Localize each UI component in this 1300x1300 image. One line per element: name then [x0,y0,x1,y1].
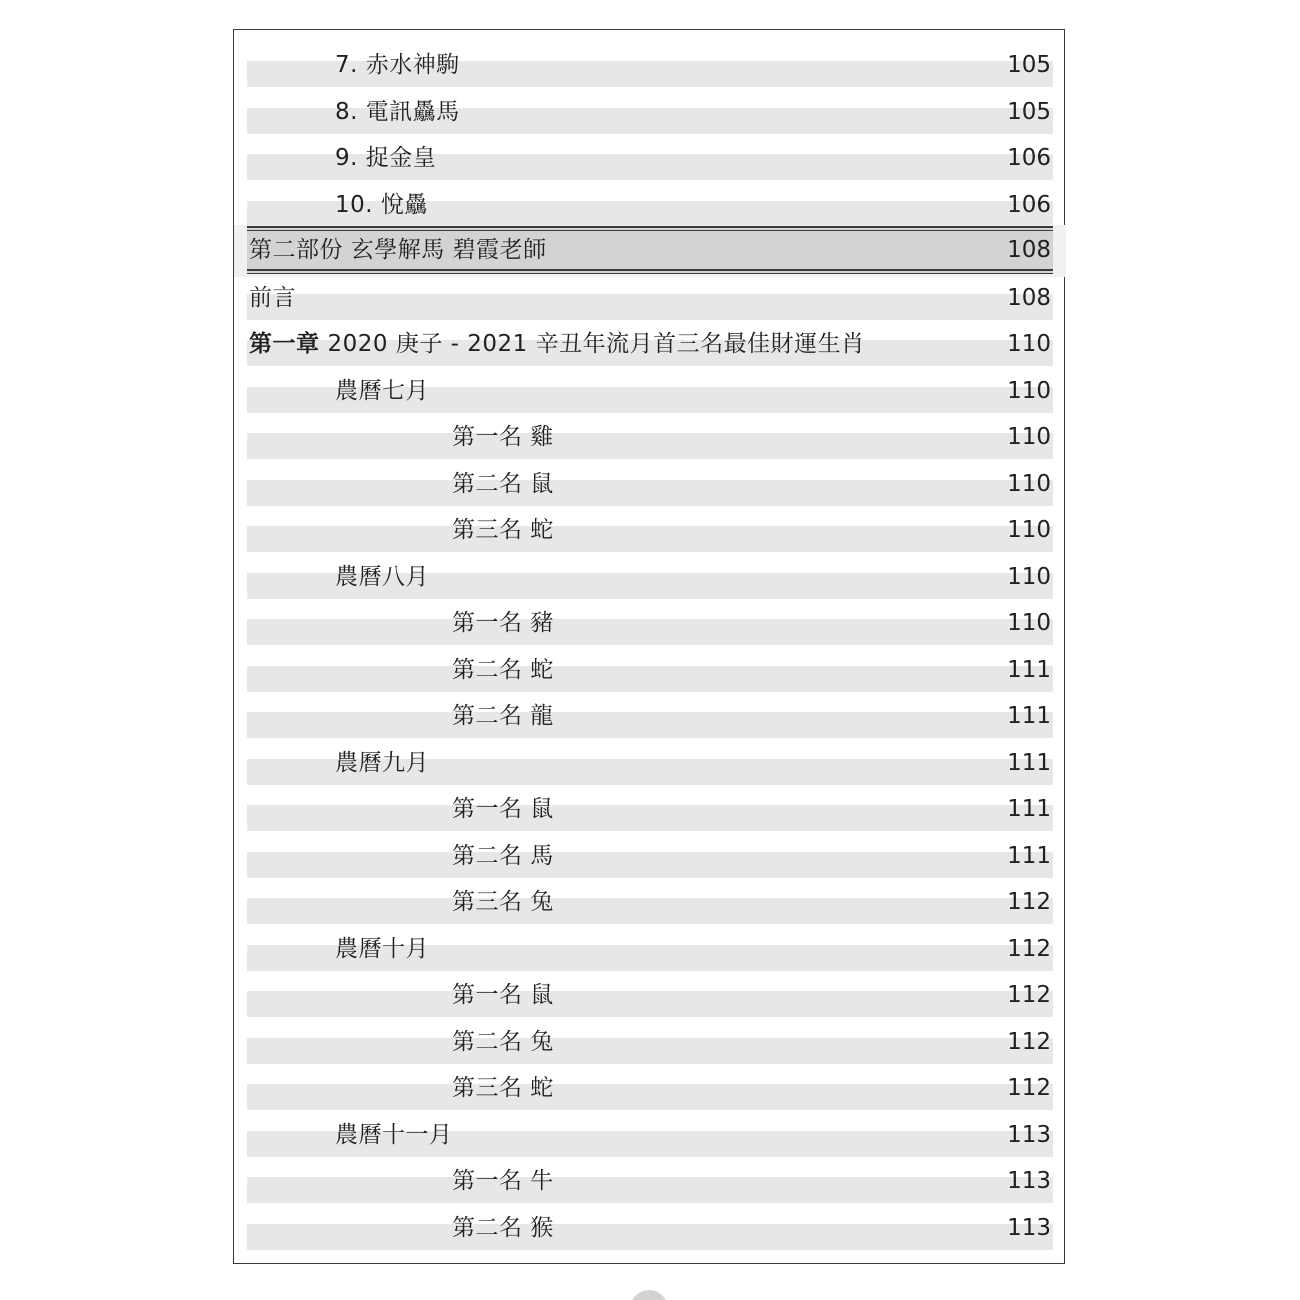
toc-entry[interactable] [247,599,1053,646]
toc-entry-title: 前言 [249,284,296,311]
toc-entry[interactable] [247,646,1053,693]
toc-entry-title: 第一名 豬 [452,610,554,636]
toc-page-number: 108 [1007,284,1051,311]
toc-entry-title: 第三名 蛇 [452,1075,554,1101]
toc-page-number: 112 [1007,889,1051,915]
toc-entry[interactable] [247,367,1053,414]
toc-page-number: 113 [1007,1214,1051,1241]
toc-entry-band [247,433,1053,459]
toc-entry-band [247,991,1053,1017]
toc-entry-band [247,1038,1053,1064]
toc-entry[interactable] [247,413,1053,460]
toc-entry[interactable] [247,1064,1053,1111]
toc-entry[interactable] [247,971,1053,1018]
toc-entry-band [247,526,1053,552]
toc-entry-title: 第二名 蛇 [452,656,554,683]
page-number-tab [630,1290,668,1300]
toc-page-number: 106 [1007,191,1051,218]
toc-page-number: 111 [1007,656,1051,683]
part-rule-top [247,226,1053,231]
toc-entry-title: 第二名 兔 [452,1028,554,1055]
toc-entry-band [247,1177,1053,1203]
toc-entry-band [247,294,1053,320]
toc-entry[interactable] [247,692,1053,739]
toc-entry-title: 第二部份 玄學解馬 碧霞老師 [249,237,547,263]
toc-entry-title: 農曆九月 [335,749,429,776]
toc-page-number: 113 [1007,1121,1051,1148]
toc-entry-title: 第三名 兔 [452,889,554,915]
toc-entry-title: 農曆七月 [335,377,429,404]
toc-entry-title: 第一名 鼠 [452,796,554,822]
toc-page-number: 110 [1007,424,1051,450]
toc-entry-title: 農曆十一月 [335,1121,453,1148]
chapter-title: 2020 庚子 - 2021 辛丑年流月首三名最佳財運生肖 [327,331,865,357]
toc-page-number: 112 [1007,935,1051,962]
toc-entry-band [247,619,1053,645]
toc-entry-band [247,480,1053,506]
toc-page-number: 112 [1007,1028,1051,1055]
toc-entry-title: 第一名 牛 [452,1168,554,1194]
toc-entry-band [247,1084,1053,1110]
toc-entry-title: 農曆八月 [335,563,429,590]
toc-part-heading[interactable] [247,227,1053,273]
toc-entry-title: 第一名 雞 [452,424,554,450]
toc-entry[interactable] [247,739,1053,786]
toc-entry-band [247,805,1053,831]
toc-entry[interactable] [247,134,1053,181]
toc-page-number: 112 [1007,1075,1051,1101]
toc-entry[interactable] [247,1157,1053,1204]
toc-entry[interactable] [247,320,1053,367]
toc-entry[interactable] [247,832,1053,879]
toc-page-number: 110 [1007,377,1051,404]
toc-entry[interactable] [247,785,1053,832]
toc-entry[interactable] [247,274,1053,321]
toc-entry[interactable] [247,460,1053,507]
toc-entry[interactable] [247,506,1053,553]
toc-page-number: 108 [1007,237,1051,263]
table-of-contents [234,30,1064,1263]
toc-page-number: 111 [1007,703,1051,729]
toc-page-number: 111 [1007,749,1051,776]
toc-entry-title: 第三名 蛇 [452,517,554,543]
toc-entry-title: 第一名 鼠 [452,982,554,1008]
toc-page-number: 105 [1007,98,1051,125]
toc-page-number: 111 [1007,842,1051,869]
toc-page-number: 110 [1007,563,1051,590]
toc-entry-band [247,1224,1053,1250]
toc-entry-band [247,898,1053,924]
toc-entry[interactable] [247,553,1053,600]
page-frame [233,29,1065,1264]
toc-page-number: 110 [1007,610,1051,636]
toc-entry-title: 第二名 鼠 [452,470,554,497]
chapter-number: 第一章 [249,331,320,357]
toc-page-number: 113 [1007,1168,1051,1194]
toc-entry-title: 第二名 龍 [452,703,554,729]
toc-page-number: 110 [1007,331,1051,357]
toc-entry[interactable] [247,1204,1053,1251]
toc-entry-title: 10. 悅驫 [335,191,428,218]
toc-page-number: 110 [1007,517,1051,543]
toc-page-number: 105 [1007,52,1051,78]
toc-entry-title: 7. 赤水神駒 [335,52,460,78]
toc-entry-title: 9. 捉金皇 [335,145,437,171]
toc-entry[interactable] [247,88,1053,135]
toc-entry[interactable] [247,41,1053,88]
toc-entry[interactable] [247,925,1053,972]
toc-page-number: 106 [1007,145,1051,171]
toc-entry[interactable] [247,878,1053,925]
toc-entry-title: 第二名 猴 [452,1214,554,1241]
toc-entry-band [247,666,1053,692]
toc-entry[interactable] [247,1111,1053,1158]
toc-entry-title: 農曆十月 [335,935,429,962]
toc-page-number: 110 [1007,470,1051,497]
toc-entry-band [247,852,1053,878]
toc-entry-title: 第二名 馬 [452,842,554,869]
toc-entry-title: 8. 電訊驫馬 [335,98,460,125]
toc-page-number: 111 [1007,796,1051,822]
toc-entry-title [249,327,865,361]
toc-entry[interactable] [247,1018,1053,1065]
toc-entry[interactable] [247,181,1053,228]
toc-entry-band [247,712,1053,738]
toc-page-number: 112 [1007,982,1051,1008]
